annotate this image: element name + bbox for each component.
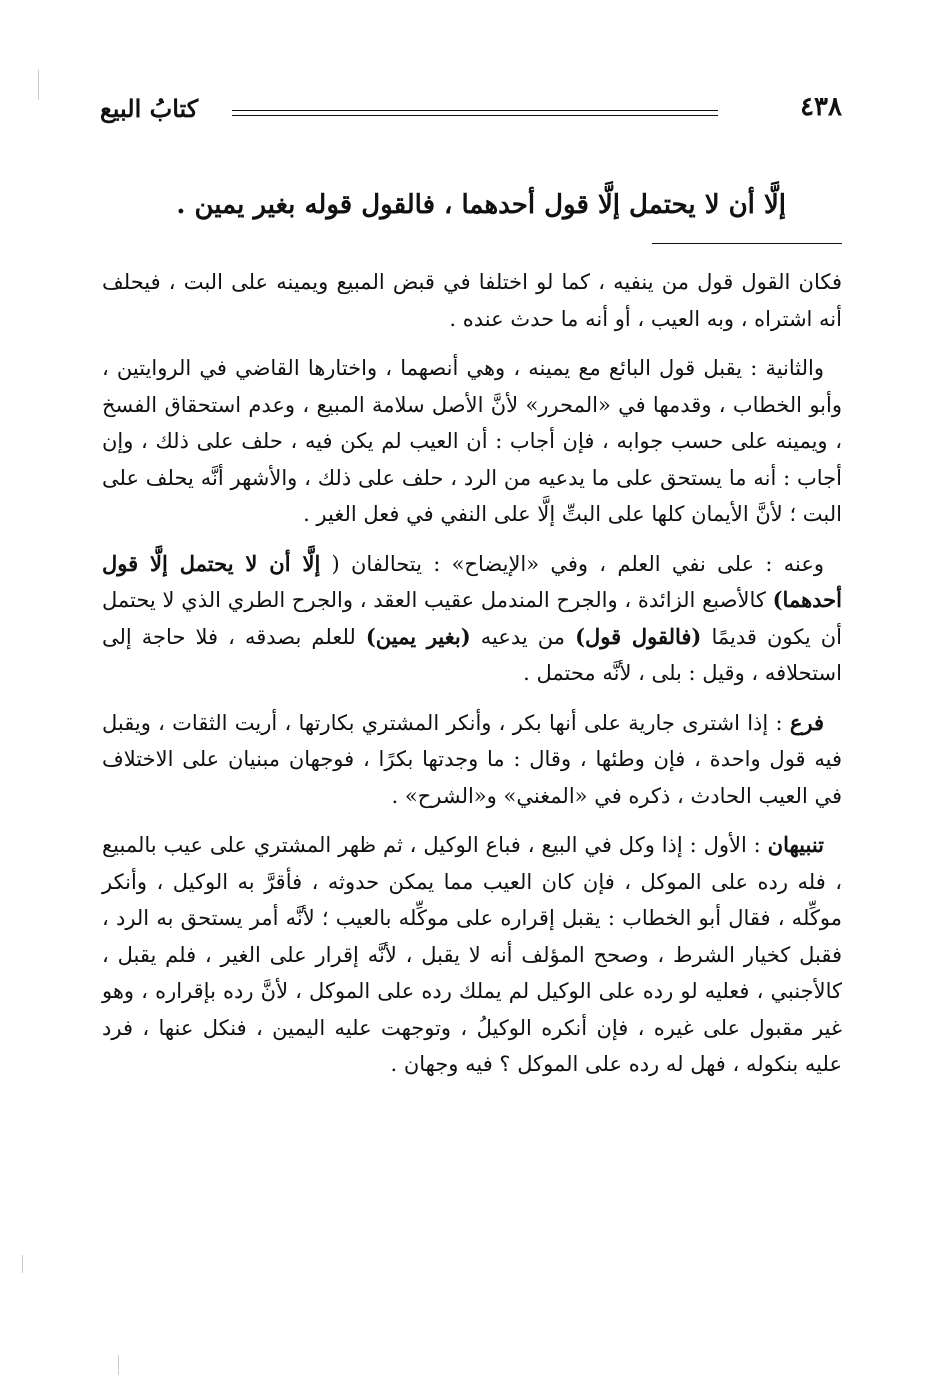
- matn-line: إلَّا أن لا يحتمل إلَّا قول أحدهما ، فالقول قوله بغير يمين .: [176, 190, 786, 220]
- bold-matn-run: (فالقول قول): [575, 623, 702, 649]
- text-run: وعنه : على نفي العلم ، وفي «الإيضاح» : يتحالفان (: [320, 551, 824, 576]
- text-run: كالأصبع الزائدة ، والجرح المندمل عقيب العقد ، والجرح الطري الذي لا يحتمل أن يكون قديمًا: [102, 588, 842, 649]
- text-run: من يدعيه: [470, 624, 576, 649]
- text-run: : الأول : إذا وكل في البيع ، فباع الوكيل ، ثم ظهر المشتري على عيب بالمبيع ، فله رده على الموكل ، فإن كان العيب مما يمكن حدوثه ، فأقرَّ به الوكيل ، وأنكر موكِّله ، فقال أبو الخطاب : يقبل إقراره على موكِّله بالعيب ؛ لأنَّه أمر يستحق به الرد ، فقبل كخيار الشرط ، وصحح المؤلف أنه لا يقبل ، لأنَّه إقرار على الغير ، فلم يقبل ، كالأجنبي ، فعليه لو رده على الوكيل لم يملك رده على الموكل ، لأنَّ رده بإقراره ، وهو غير مقبول على غيره ، فإن أنكره الوكيلُ ، وتوجهت عليه اليمين ، فنكل عنها ، فرد عليه بنكوله ، فهل له رده على الموكل ؟ فيه وجهان .: [102, 833, 842, 1076]
- text-run: للعلم بصدقه ، فلا حاجة إلى استحلافه ، وقيل : بلى ، لأنَّه محتمل .: [102, 624, 842, 685]
- bold-matn-run: فرع: [789, 709, 824, 735]
- scan-edge-mark: [118, 1355, 119, 1375]
- bold-matn-run: تنبيهان: [767, 832, 824, 857]
- paragraph: [102, 264, 842, 337]
- bold-matn-run: (بغير يمين): [365, 623, 471, 649]
- matn-separator-rule: [652, 243, 842, 244]
- bold-matn-run: إلَّا أن لا يحتمل إلَّا قول أحدهما): [102, 550, 842, 612]
- page-header: [100, 92, 842, 140]
- paragraph: [102, 827, 842, 1083]
- running-title: كتابُ البيع: [100, 94, 199, 123]
- commentary-body: [102, 264, 842, 1096]
- paragraph: [102, 350, 842, 533]
- text-run: : إذا اشترى جارية على أنها بكر ، وأنكر المشتري بكارتها ، أريت الثقات ، ويقبل فيه قول واحدة ، فإن وطئها ، وقال : ما وجدتها بكرًا ، فوجهان مبنيان على الاختلاف في العيب الحادث ، ذكره في «المغني» و«الشرح» .: [102, 710, 842, 808]
- header-double-rule: [232, 110, 718, 116]
- page-number: ٤٣٨: [800, 92, 842, 122]
- text-run: والثانية : يقبل قول البائع مع يمينه ، وهي أنصهما ، واختارها القاضي في الروايتين ، وأبو الخطاب ، وقدمها في «المحرر» لأنَّ الأصل سلامة المبيع ، وعدم استحقاق الفسخ ، ويمينه على حسب جوابه ، فإن أجاب : أن العيب لم يكن فيه ، حلف على ذلك ، وإن أجاب : أنه ما يستحق على ما يدعيه من الرد ، حلف على ذلك ، والأشهر أنَّه يحلف على البت ؛ لأنَّ الأيمان كلها على البتِّ إلَّا على النفي في فعل الغير .: [102, 356, 842, 526]
- scan-edge-mark: [22, 1255, 23, 1273]
- paragraph: [102, 705, 842, 815]
- paragraph: [102, 546, 842, 692]
- text-run: فكان القول قول من ينفيه ، كما لو اختلفا في قبض المبيع ويمينه على البت ، فيحلف أنه اشتراه ، وبه العيب ، أو أنه ما حدث عنده .: [102, 270, 842, 331]
- scan-edge-mark: [38, 70, 39, 100]
